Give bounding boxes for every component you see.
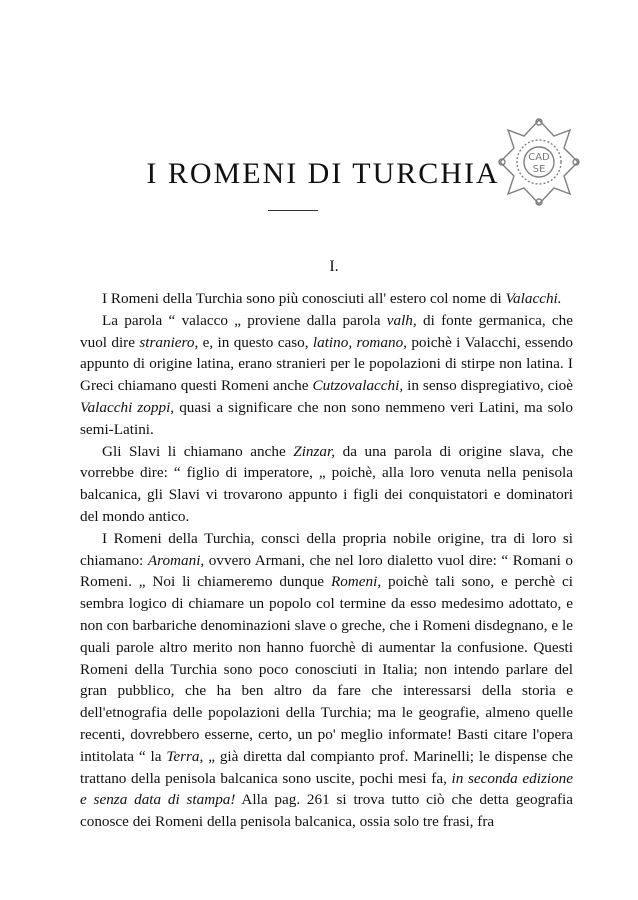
italic-run: Cutzovalacchi, — [312, 377, 404, 395]
text-run: da una parola di origine slava, che vorrebbe dire: “ figlio di imperatore, „ poichè, alla loro venuta nella penisola balcanica, gli Slavi vi trovarono appunto i figli dei conquistatori e dominatori del mondo antico. — [80, 442, 573, 525]
paragraph — [80, 310, 573, 441]
text-run: Alla pag. 261 si trova tutto ciò che detta geografia conosce dei Romeni della penisola balcanica, ossia solo tre frasi, fra — [80, 791, 573, 831]
italic-run: valh, — [386, 311, 417, 329]
italic-run: Valacchi zoppi, — [80, 398, 175, 416]
text-run: I Romeni della Turchia, consci della propria nobile origine, tra di loro si chiamano: — [80, 529, 573, 569]
text-run: poichè tali sono, e perchè ci sembra logico di chiamare un popolo col termine da esso medesimo adottato, e non con barbariche denominazioni slave o greche, che i Romeni disdegnano, e le quali parole altro merito non hanno fuorchè di aumentar la confusione. Questi Romeni della Turchia sono poco conosciuti in Italia; non intendo parlare del gran pubblico, che ha ben altro da fare che interessarsi della storia e dell'etnografia delle popolazioni della Turchia; ma le geografie, almeno quelle recenti, dovrebbero esserne, certo, un po' meglio informate! Basti citare l'opera intitolata “ la — [80, 573, 573, 765]
text-run: I Romeni della Turchia sono più conosciuti all' estero col nome di — [102, 290, 506, 307]
text-run: in senso dispregiativo, cioè — [403, 377, 574, 395]
stamp-text-line1: CAD — [528, 152, 550, 163]
text-run: Gli Slavi li chiamano anche — [102, 442, 294, 460]
text-run: quasi a significare che non sono nemmeno veri Latini, ma solo semi-Latini. — [80, 398, 573, 438]
italic-run: Valacchi. — [505, 290, 562, 307]
italic-run: in seconda edizione e senza data di stampa! — [80, 769, 574, 809]
italic-run: Zinzar, — [293, 442, 336, 460]
italic-run: Romeni, — [330, 573, 382, 591]
italic-run: Terra, — [166, 747, 204, 765]
body-text — [80, 288, 573, 833]
text-run: poichè i Valacchi, essendo appunto di origine latina, erano stranieri per le popolazioni di stirpe non latina. I Greci chiamano questi Romeni anche — [80, 333, 573, 395]
text-run: ovvero Armani, che nel loro dialetto vuol dire: “ Romani o Romeni. „ Noi li chiameremo dunque — [80, 551, 573, 591]
chapter-title: I ROMENI DI TURCHIA — [146, 157, 500, 190]
paragraph — [80, 528, 573, 833]
text-run: La parola “ valacco „ proviene dalla parola — [102, 311, 387, 329]
text-run: e, in questo caso, — [198, 333, 313, 351]
italic-run: Aromani, — [147, 551, 205, 569]
italic-run: straniero, — [139, 333, 199, 351]
italic-run: latino, romano, — [312, 333, 407, 351]
paragraph — [80, 288, 573, 310]
text-run: „ già diretta dal compianto prof. Marinelli; le dispense che trattano della penisola balcanica sono uscite, pochi mesi fa, — [80, 747, 573, 787]
text-run: di fonte germanica, che vuol dire — [80, 311, 573, 351]
library-stamp-icon — [498, 116, 580, 208]
title-divider — [268, 210, 318, 211]
paragraph — [80, 441, 573, 528]
stamp-text-line2: SE — [532, 164, 546, 175]
section-number: I. — [329, 258, 339, 275]
